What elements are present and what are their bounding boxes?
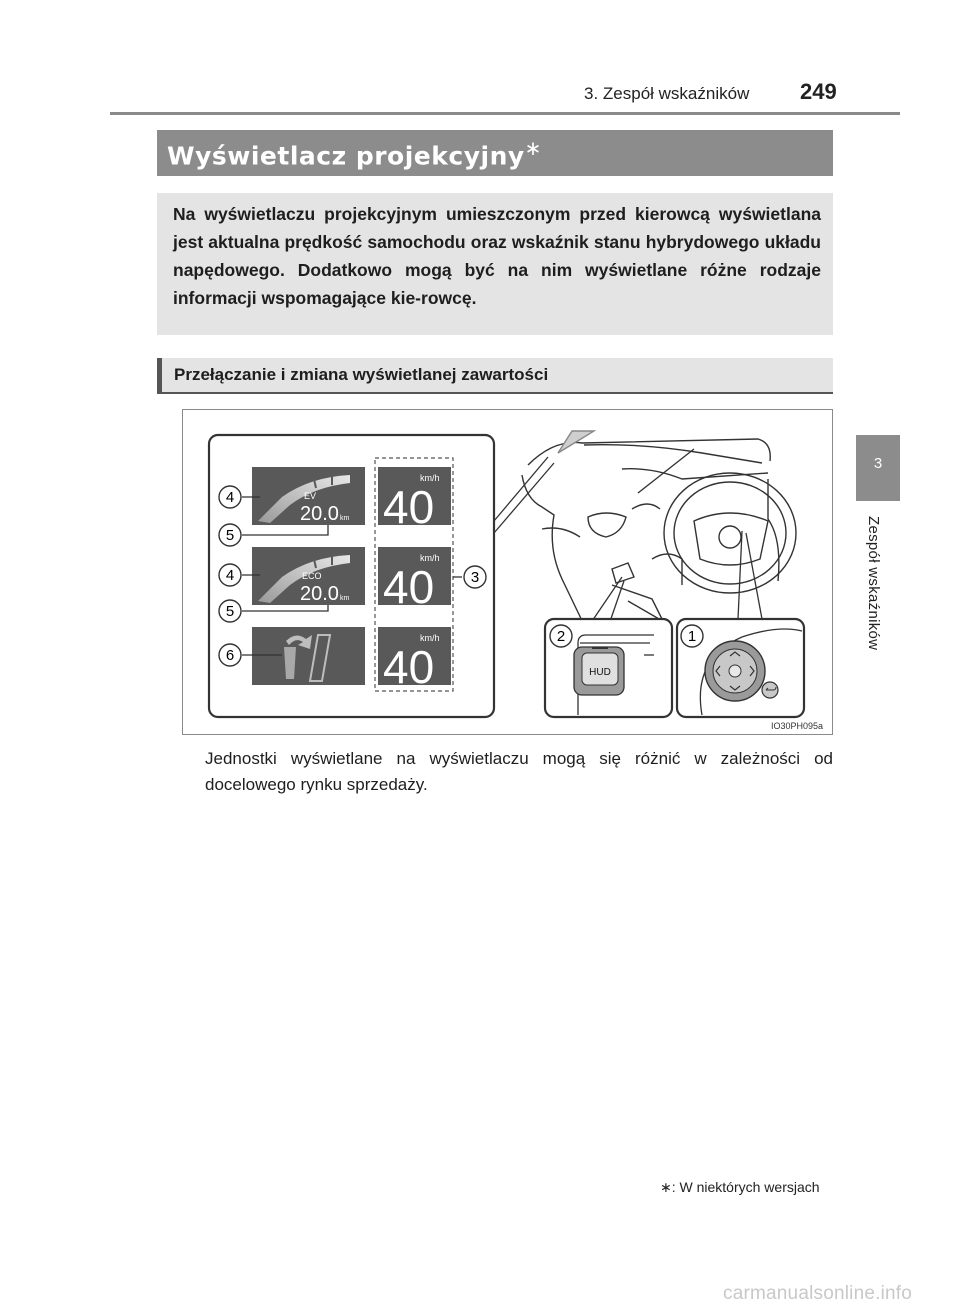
callout-4a: 4	[225, 489, 235, 506]
callout-5b: 5	[225, 603, 235, 620]
footprint-icon	[284, 647, 296, 679]
chapter-tab-number: 3	[873, 455, 883, 472]
hud-button-label: HUD	[589, 667, 611, 678]
hud-speed-unit-1: km/h	[420, 473, 440, 483]
subsection-rule	[157, 392, 833, 394]
hud-odometer-ev: 20.0	[300, 503, 339, 525]
hud-speed-screen-1	[378, 467, 451, 533]
hud-speed-unit-2: km/h	[420, 553, 440, 563]
section-title	[167, 136, 542, 170]
callout-5a: 5	[225, 527, 235, 544]
callout-1: 1	[687, 628, 697, 645]
header-rule	[110, 112, 900, 115]
hud-speed-3: 40	[383, 641, 435, 693]
subsection-title: Przełączanie i zmiana wyświetlanej zawartości	[174, 365, 549, 384]
hud-screen-navigation	[252, 627, 365, 685]
hud-illustration	[182, 409, 833, 735]
chapter-tab-label: Zespół wskaźników	[865, 516, 882, 651]
hud-mode-ev: EV	[304, 491, 317, 501]
hud-switch-detail	[545, 619, 672, 717]
steering-switch-detail	[677, 619, 804, 717]
hud-screen-ev	[252, 467, 365, 525]
hud-screen-eco	[252, 547, 365, 605]
hud-speed-unit-3: km/h	[420, 633, 440, 643]
hud-speed-2: 40	[383, 561, 435, 613]
hud-speed-screen-2	[378, 547, 451, 613]
section-title-marker: ∗	[524, 136, 542, 160]
callout-4b: 4	[225, 567, 235, 584]
hud-odometer-unit-eco: km	[340, 595, 350, 602]
hud-odometer-eco: 20.0	[300, 583, 339, 605]
hud-mode-eco: ECO	[302, 571, 322, 581]
figure-code: IO30PH095a	[770, 721, 823, 731]
footnote: ∗: W niektórych wersjach	[660, 1179, 820, 1195]
hud-speed-screen-3	[378, 627, 451, 693]
intro-text: Na wyświetlaczu projekcyjnym umieszczonym przed kierowcą wyświetlana jest aktualna prędkość samochodu oraz wskaźnik stanu hybrydowego układu napędowego. Dodatkowo mogą być na nim wyświetlane różne rodzaje informacji wspomagające kie-rowcę.	[173, 204, 821, 308]
callout-2: 2	[556, 628, 566, 645]
section-title-text: Wyświetlacz projekcyjny	[167, 141, 525, 171]
dashboard-drawing	[522, 431, 796, 639]
callout-3: 3	[470, 569, 480, 586]
hud-odometer-unit-ev: km	[340, 515, 350, 522]
subsection-accent	[157, 358, 162, 392]
body-note: Jednostki wyświetlane na wyświetlaczu mogą się różnić w zależności od docelowego rynku sprzedaży.	[205, 749, 833, 794]
watermark: carmanualsonline.info	[723, 1283, 913, 1304]
callout-6: 6	[225, 647, 235, 664]
chapter-heading: 3. Zespół wskaźników	[584, 84, 750, 103]
page-number: 249	[800, 79, 837, 104]
hud-speed-1: 40	[383, 481, 435, 533]
